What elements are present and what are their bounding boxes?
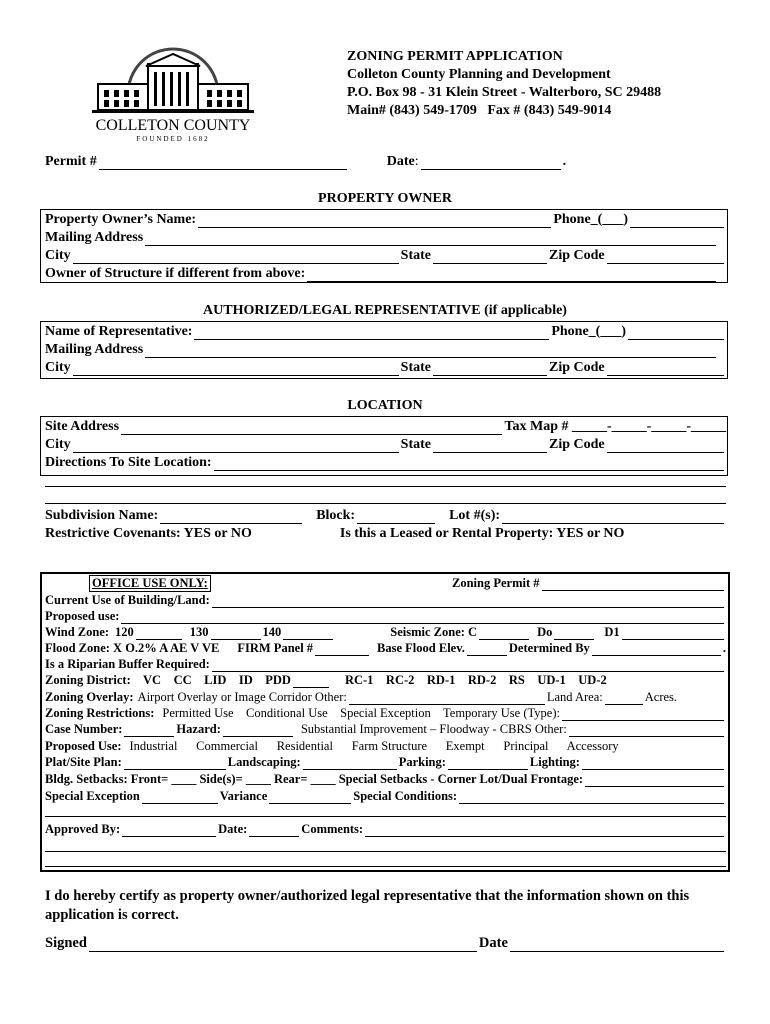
rep-phone-field[interactable] [628,326,724,340]
seismic-zone-label: Seismic Zone: C [390,625,478,639]
site-address-field[interactable] [121,421,502,435]
date-field[interactable] [421,156,561,170]
svg-text:COLLETON COUNTY: COLLETON COUNTY [95,117,251,134]
zoning-restrictions-label: Zoning Restrictions: [45,706,155,720]
land-area-field[interactable] [605,691,643,705]
approved-by-label: Approved By: [45,822,121,836]
permit-label: Permit # [45,154,97,169]
parking-label: Parking: [398,755,446,769]
variance-label: Variance [219,789,268,803]
base-flood-elev-label: Base Flood Elev. [377,641,465,655]
comments-field[interactable] [365,823,724,837]
property-owner-heading: PROPERTY OWNER [318,191,452,206]
structure-owner-label: Owner of Structure if different from above: [45,266,306,281]
seismic-d1-field[interactable] [622,626,724,640]
rep-zip-field[interactable] [607,362,724,376]
date-label: Date [386,154,415,169]
variance-field[interactable] [269,790,351,804]
owner-phone-label: Phone_(___) [553,212,628,227]
overlay-other-field[interactable] [349,691,545,705]
base-flood-elev-field[interactable] [467,642,507,656]
proposed-use-label: Proposed use: [45,609,120,623]
seismic-do-field[interactable] [554,626,594,640]
certify-date-label: Date [478,935,508,951]
location-state-label: State [400,437,431,452]
zoning-permit-field[interactable] [542,577,725,591]
location-city-label: City [45,437,71,452]
rep-city-label: City [45,360,71,375]
leased-rental-property[interactable]: Is this a Leased or Rental Property: YES or NO [339,526,625,541]
hazard-label: Hazard: [176,722,221,736]
land-area-label: Land Area: [546,690,603,704]
owner-city-label: City [45,248,71,263]
rep-name-label: Name of Representative: [45,324,193,339]
directions-field[interactable] [214,457,724,471]
building-setbacks[interactable]: Bldg. Setbacks: Front= ____ Side(s)= ____ Rear= ____ Special Setbacks - Corner Lot/Dual Frontage: [45,772,584,786]
wind-zone-label: Wind Zone: [45,625,110,639]
department-phones: Main# (843) 549-1709 Fax # (843) 549-9014 [347,103,612,118]
office-date-label: Date: [218,822,248,836]
plat-site-plan-field[interactable] [124,756,226,770]
subdivision-label: Subdivision Name: [45,508,159,523]
rep-state-field[interactable] [433,362,547,376]
approved-by-field[interactable] [122,823,216,837]
rep-state-label: State [400,360,431,375]
owner-state-label: State [400,248,431,263]
landscaping-field[interactable] [303,756,397,770]
rep-mailing-label: Mailing Address [45,342,144,357]
svg-text:FOUNDED 1682: FOUNDED 1682 [136,135,210,143]
wind-140-field[interactable] [283,626,333,640]
rep-city-field[interactable] [73,362,399,376]
signed-label: Signed [45,935,87,951]
certification-text: I do hereby certify as property owner/authorized legal representative that the information shown on this application is correct. [45,888,690,923]
block-label: Block: [316,508,356,523]
zoning-overlay-label: Zoning Overlay: [45,690,134,704]
case-number-field[interactable] [124,723,174,737]
signature-field[interactable] [89,938,477,952]
rep-phone-label: Phone_(___) [551,324,626,339]
location-state-field[interactable] [433,439,547,453]
special-exception-label: Special Exception [45,789,140,803]
wind-130-field[interactable] [211,626,261,640]
location-heading: LOCATION [347,398,423,413]
riparian-buffer-field[interactable] [212,658,724,672]
special-setbacks-field[interactable] [585,773,724,787]
determined-by-field[interactable] [592,642,721,656]
zoning-district-options-2[interactable]: RC-1 RC-2 RD-1 RD-2 RS UD-1 UD-2 [344,673,607,687]
firm-panel-label: FIRM Panel # [237,641,314,655]
rep-mailing-field[interactable] [145,344,716,358]
case-number-label: Case Number: [45,722,123,736]
representative-heading: AUTHORIZED/LEGAL REPRESENTATIVE (if applicable) [203,303,567,318]
seismic-c-field[interactable] [479,626,529,640]
office-use-heading: OFFICE USE ONLY: [89,575,211,592]
current-use-field[interactable] [212,594,724,608]
directions-line-3[interactable] [45,503,726,504]
rep-zip-label: Zip Code [549,360,605,375]
location-zip-label: Zip Code [549,437,605,452]
comments-line-3[interactable] [45,866,726,867]
lot-label: Lot #(s): [449,508,501,523]
colleton-county-logo [88,44,258,144]
wind-120-field[interactable] [136,626,182,640]
special-conditions-label: Special Conditions: [353,789,458,803]
location-zip-field[interactable] [607,439,724,453]
location-city-field[interactable] [73,439,399,453]
directions-label: Directions To Site Location: [45,455,212,470]
landscaping-label: Landscaping: [227,755,301,769]
form-title: ZONING PERMIT APPLICATION [347,49,563,64]
zoning-overlay-options[interactable]: Airport Overlay or Image Corridor Other: [137,690,347,704]
zoning-restrictions-options[interactable]: Permitted Use Conditional Use Special Exception Temporary Use (Type): [162,706,560,720]
flood-zone-options[interactable]: Flood Zone: X O.2% A AE V VE [45,641,220,655]
special-conditions-field[interactable] [459,790,724,804]
owner-city-field[interactable] [73,250,399,264]
owner-name-label: Property Owner’s Name: [45,212,197,227]
office-date-field[interactable] [249,823,299,837]
determined-by-label: Determined By [508,641,590,655]
comments-label: Comments: [301,822,364,836]
owner-zip-label: Zip Code [549,248,605,263]
zoning-district-options[interactable]: Zoning District: VC CC LID ID PDD [45,673,291,687]
proposed-use-type-options[interactable]: Industrial Commercial Residential Farm Structure Exempt Principal Accessory [129,739,619,753]
temporary-use-field[interactable] [562,707,724,721]
owner-name-field[interactable] [198,214,551,228]
owner-state-field[interactable] [433,250,547,264]
department-name: Colleton County Planning and Development [347,67,611,82]
block-field[interactable] [357,510,435,524]
special-conditions-line-2[interactable] [45,816,726,817]
tax-map-field[interactable]: Tax Map # _____-_____-_____-_____ [504,419,726,434]
lot-field[interactable] [502,510,724,524]
parking-field[interactable] [448,756,528,770]
pdd-field[interactable] [293,674,329,688]
current-use-label: Current Use of Building/Land: [45,593,210,607]
comments-line-2[interactable] [45,851,726,852]
owner-phone-field[interactable] [630,214,724,228]
certify-date-field[interactable] [510,938,724,952]
owner-zip-field[interactable] [607,250,724,264]
zoning-permit-label: Zoning Permit # [452,576,540,590]
hazard-options[interactable]: Substantial Improvement – Floodway - CBRS Other: [300,722,567,736]
structure-owner-field[interactable] [307,268,716,282]
plat-site-plan-label: Plat/Site Plan: [45,755,122,769]
subdivision-field[interactable] [160,510,302,524]
proposed-use-type-label: Proposed Use: [45,739,122,753]
riparian-buffer-label: Is a Riparian Buffer Required: [45,657,210,671]
department-address: P.O. Box 98 - 31 Klein Street - Walterboro, SC 29488 [347,85,662,100]
lighting-field[interactable] [582,756,724,770]
hazard-other-field[interactable] [569,723,724,737]
special-exception-field[interactable] [142,790,218,804]
site-address-label: Site Address [45,419,120,434]
proposed-use-field[interactable] [121,610,724,624]
permit-field[interactable] [99,156,347,170]
restrictive-covenants[interactable]: Restrictive Covenants: YES or NO [45,526,252,541]
lighting-label: Lighting: [529,755,580,769]
rep-name-field[interactable] [194,326,549,340]
owner-mailing-field[interactable] [145,232,716,246]
firm-panel-field[interactable] [315,642,369,656]
hazard-field[interactable] [223,723,293,737]
directions-line-2[interactable] [45,486,726,487]
owner-mailing-label: Mailing Address [45,230,144,245]
